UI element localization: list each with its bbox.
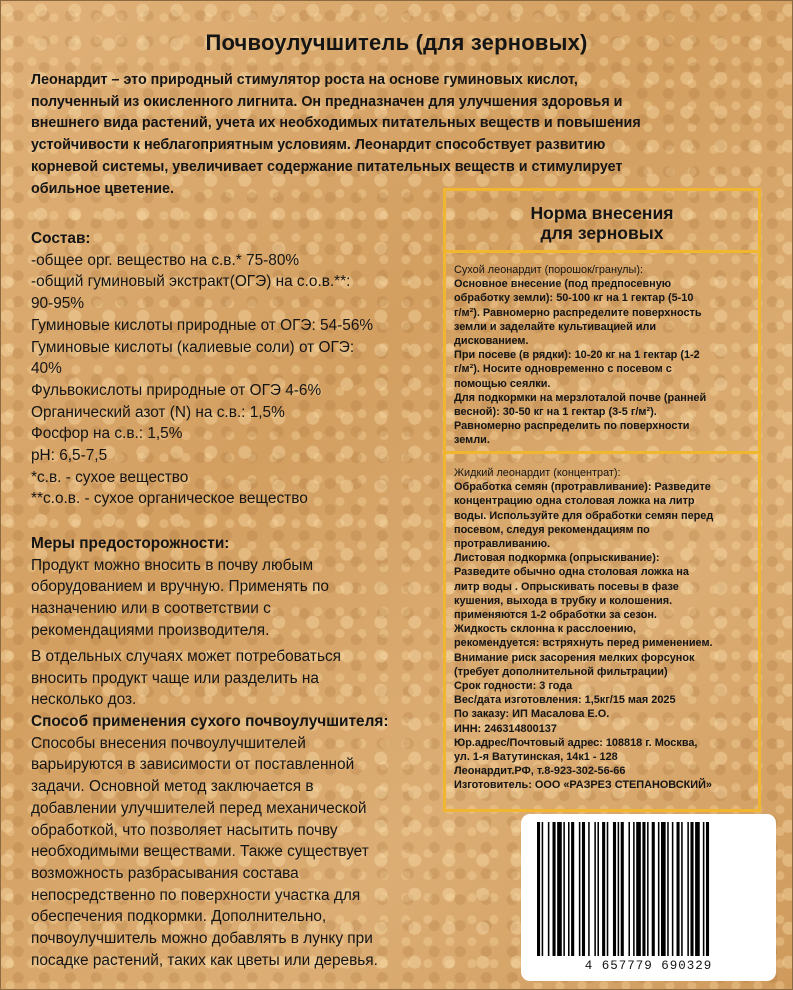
dosage-title-line: Норма внесения xyxy=(530,203,674,223)
barcode-bar xyxy=(553,822,556,956)
barcode-bar xyxy=(681,822,683,956)
liquid-line: Разведите обычно одна столовая ложка на xyxy=(454,566,689,579)
composition-line: pH: 6,5-7,5 xyxy=(31,447,108,465)
composition-line: *с.в. - сухое вещество xyxy=(31,468,189,486)
liquid-line: литр воды . Опрыскивать посевы в фазе xyxy=(454,580,679,593)
method-line: обеспечения подкормки. Дополнительно, xyxy=(31,908,327,926)
liquid-line: воды. Используйте для обработки семян перед xyxy=(454,509,714,522)
page-title: Почвоулучшитель (для зерновых) xyxy=(205,30,588,55)
composition-section xyxy=(31,228,373,510)
liquid-line: (требует дополнительной фильтрации) xyxy=(454,665,668,678)
liquid-line: ул. 1-я Ватутинская, 14к1 - 128 xyxy=(454,751,618,764)
method-line: непосредственно по поверхности участка для xyxy=(31,886,361,904)
dry-line: земли. xyxy=(454,434,490,447)
precautions-extra xyxy=(31,646,341,711)
dry-line: Основное внесение (под предпосевную xyxy=(454,278,672,291)
barcode-bar xyxy=(542,822,544,956)
intro-line: внешнего вида растений, учета их необходимых питательных веществ и повышения xyxy=(31,115,641,132)
barcode-bar xyxy=(548,822,550,956)
precautions-line: Продукт можно вносить в почву любым xyxy=(31,556,314,574)
liquid-line: Жидкость склонна к расслоению, xyxy=(454,623,637,636)
barcode-bar xyxy=(557,822,562,956)
method-line: посадке растений, таких как цветы или деревья. xyxy=(31,951,378,969)
precautions-line: несколько доз. xyxy=(31,691,137,709)
dry-line: обработку земли): 50-100 кг на 1 гектар (5-10 xyxy=(454,292,694,305)
dry-line: земли и заделайте культивацией или xyxy=(454,320,657,333)
barcode-bar xyxy=(642,822,645,956)
method-line: варьируются в зависимости от поставленной xyxy=(31,756,355,774)
composition-line: Органический азот (N) на с.в.: 1,5% xyxy=(31,403,285,421)
liquid-line: Жидкий леонардит (концентрат): xyxy=(454,467,621,479)
liquid-leonardite-section xyxy=(446,454,758,809)
precautions-line: рекомендациями производителя. xyxy=(31,621,270,639)
method-heading: Способ применения сухого почвоулучшителя: xyxy=(31,713,389,730)
dry-line: дискованием. xyxy=(454,335,529,348)
barcode-bars xyxy=(533,822,764,960)
barcode-bar xyxy=(579,822,581,956)
method-line: задачи. Основной метод заключается в xyxy=(31,778,314,796)
liquid-line: Листовая подкормка (опрыскивание): xyxy=(454,552,660,565)
liquid-line: концентрацию одна столовая ложка на литр xyxy=(454,495,695,508)
intro-line: корневой системы, увеличивает содержание питательных веществ и стимулирует xyxy=(31,158,623,175)
method-line: необходимыми веществами. Также существует xyxy=(31,843,369,861)
method-line: добавлении улучшителей перед механической xyxy=(31,799,367,817)
dry-leonardite-section xyxy=(446,253,758,454)
dry-line: помощью сеялки. xyxy=(454,377,551,390)
dry-line: весной): 30-50 кг на 1 гектар (3-5 г/м²). xyxy=(454,406,657,419)
method-line: Способы внесения почвоулучшителей xyxy=(31,734,306,752)
barcode-bar xyxy=(703,822,705,956)
intro-line: обильное цветение. xyxy=(31,180,174,197)
liquid-line: посевом, следуя рекомендациям по xyxy=(454,523,650,536)
barcode-bar xyxy=(563,822,565,956)
barcode-bar xyxy=(594,822,596,956)
barcode-digits: 4 657779 690329 xyxy=(584,959,713,973)
precautions-heading: Меры предосторожности: xyxy=(31,535,230,552)
liquid-line: Внимание риск засорения мелких форсунок xyxy=(454,651,695,664)
barcode-bar xyxy=(602,822,605,956)
barcode-bar xyxy=(571,822,574,956)
composition-line: 90-95% xyxy=(31,295,85,313)
barcode-bar xyxy=(695,822,700,956)
method-section xyxy=(31,711,389,971)
liquid-line: Вес/дата изготовления: 1,5кг/15 мая 2025 xyxy=(454,694,676,707)
barcode-bar xyxy=(672,822,674,956)
intro-line: Леонардит – это природный стимулятор роста на основе гуминовых кислот, xyxy=(31,72,578,88)
barcode-bar xyxy=(636,822,641,956)
barcode-bar xyxy=(647,822,649,956)
barcode-bar xyxy=(667,822,669,956)
composition-line: Фосфор на с.в.: 1,5% xyxy=(31,425,183,443)
liquid-line: Срок годности: 3 года xyxy=(454,680,573,693)
composition-line: 40% xyxy=(31,360,62,378)
barcode-bar xyxy=(658,822,660,956)
liquid-line: Обработка семян (протравливание): Разведите xyxy=(454,481,711,494)
barcode-bar xyxy=(690,822,693,956)
liquid-line: рекомендуется: встряхнуть перед рименением. xyxy=(454,637,713,650)
composition-line: -общий гуминовый экстракт(ОГЭ) на с.о.в.**: xyxy=(31,273,351,291)
barcode-bar xyxy=(661,822,666,956)
barcode-bar xyxy=(597,822,599,956)
composition-heading: Состав: xyxy=(31,230,91,247)
barcode-bar xyxy=(652,822,655,956)
method-line: возможность разбрасывания состава xyxy=(31,864,299,882)
intro-line: устойчивости к неблагоприятным условиям. Леонардит способствует развитию xyxy=(31,137,606,154)
barcode-bar xyxy=(621,822,624,956)
precautions-line: оборудованием и вручную. Применять по xyxy=(31,578,329,596)
barcode-bar xyxy=(568,822,570,956)
precautions-line: назначению или в соответствии с xyxy=(31,600,271,618)
barcode-bar xyxy=(613,822,616,956)
barcode-bar xyxy=(677,822,680,956)
liquid-line: кушения, выхода в трубку и колошения. xyxy=(454,594,673,607)
composition-line: -общее орг. вещество на с.в.* 75-80% xyxy=(31,251,300,269)
liquid-line: Изготовитель: ООО «РАЗРЕЗ СТЕПАНОВСКИЙ» xyxy=(454,779,712,792)
liquid-line: По заказу: ИП Масалова Е.О. xyxy=(454,708,610,721)
intro-line: полученный из окисленного лигнита. Он предназначен для улучшения здоровья и xyxy=(31,93,623,110)
barcode xyxy=(521,814,776,981)
precautions-line: вносить продукт чаще или разделить на xyxy=(31,669,319,687)
dosage-panel xyxy=(443,188,761,812)
dry-line: Для подкормки на мерзлоталой почве (ранней xyxy=(454,391,707,404)
barcode-bar xyxy=(618,822,620,956)
precautions-line: В отдельных случаях может потребоваться xyxy=(31,648,341,665)
dosage-panel-title xyxy=(446,191,758,253)
barcode-bar xyxy=(607,822,609,956)
liquid-line: протравливанию. xyxy=(454,538,551,551)
barcode-bar xyxy=(628,822,630,956)
liquid-line: применяются 1-2 обработки за сезон. xyxy=(454,609,657,622)
barcode-bar xyxy=(687,822,689,956)
composition-line: Фульвокислоты природные от ОГЭ 4-6% xyxy=(31,381,322,399)
precautions-section xyxy=(31,533,329,642)
barcode-bar xyxy=(582,822,585,956)
barcode-bar xyxy=(706,822,709,956)
barcode-bar xyxy=(633,822,635,956)
composition-line: Гуминовые кислоты природные от ОГЭ: 54-56% xyxy=(31,316,374,334)
composition-line: Гуминовые кислоты (калиевые соли) от ОГЭ: xyxy=(31,338,355,356)
method-line: почвоулучшитель можно добавлять в лунку при xyxy=(31,930,373,948)
dry-line: При посеве (в рядки): 10-20 кг на 1 гектар (1-2 xyxy=(454,349,700,362)
intro-paragraph xyxy=(31,70,751,200)
barcode-bar xyxy=(537,822,540,956)
dry-line: Равномерно распределить по поверхности xyxy=(454,420,690,433)
dosage-title-line: для зерновых xyxy=(540,223,664,243)
dry-line: г/м²). Равномерно распределите поверхность xyxy=(454,306,702,319)
liquid-line: Леонардит.РФ, т.8-923-302-56-66 xyxy=(454,765,626,778)
dry-line: г/м²). Носите одновременно с посевом с xyxy=(454,363,672,376)
liquid-line: ИНН: 246314800137 xyxy=(454,722,557,735)
dry-line: Сухой леонардит (порошок/гранулы): xyxy=(454,264,644,276)
composition-line: **с.о.в. - сухое органическое вещество xyxy=(31,490,308,508)
liquid-line: Юр.адрес/Почтовый адрес: 108818 г. Москва, xyxy=(454,736,698,749)
barcode-bar xyxy=(588,822,590,956)
method-line: обработкой, что позволяет насытить почву xyxy=(31,821,338,839)
